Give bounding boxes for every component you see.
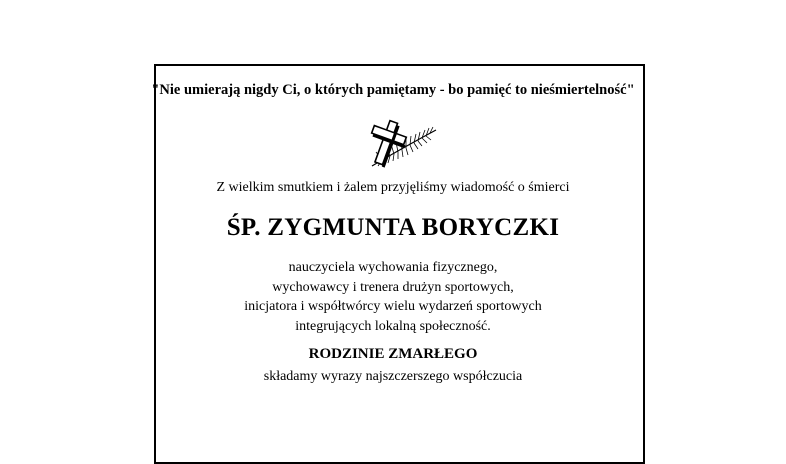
memorial-quote: "Nie umierają nigdy Ci, o których pamiętamy - bo pamięć to nieśmiertelność": [151, 82, 635, 98]
deceased-name: ŚP. ZYGMUNTA BORYCZKI: [226, 214, 560, 241]
description-line: integrujących lokalną społeczność.: [295, 318, 491, 334]
description-line: inicjatora i współtwórcy wielu wydarzeń sportowych: [244, 299, 542, 314]
description-block: [0, 258, 786, 336]
condolences-text: składamy wyrazy najszczerszego współczucia: [263, 369, 523, 384]
description-line: nauczyciela wychowania fizycznego,: [288, 260, 498, 275]
cross-with-palm-branch-icon: [352, 116, 442, 176]
family-heading: RODZINIE ZMARŁEGO: [308, 346, 478, 362]
description-line: wychowawcy i trenera drużyn sportowych,: [272, 279, 514, 295]
intro-text: Z wielkim smutkiem i żalem przyjęliśmy wiadomość o śmierci: [216, 180, 570, 195]
